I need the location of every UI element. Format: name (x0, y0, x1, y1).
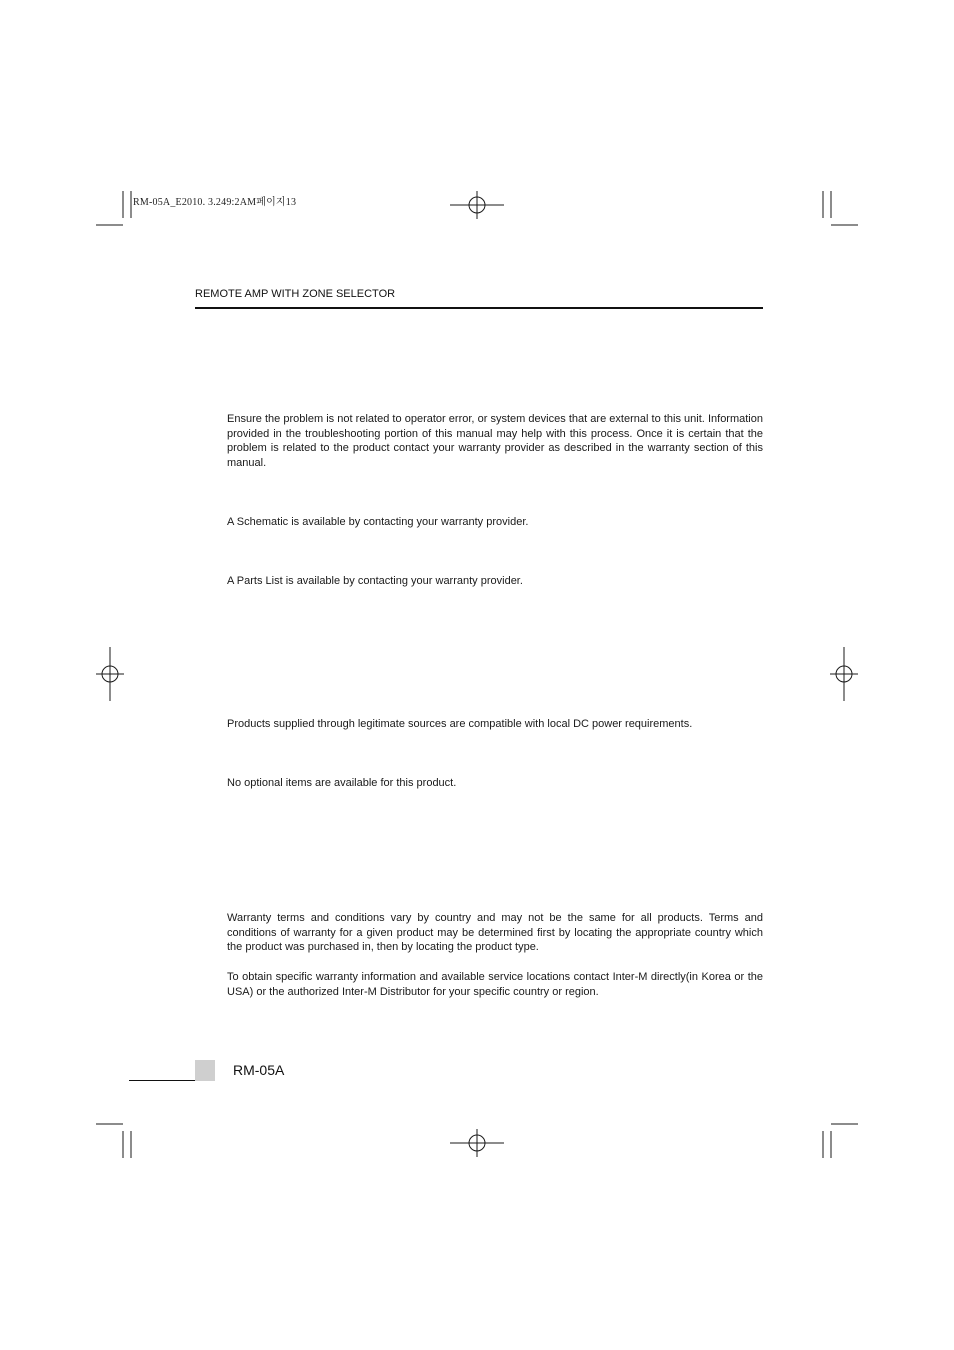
registration-mark (450, 1129, 504, 1157)
registration-mark (96, 647, 124, 701)
footer-model: RM-05A (233, 1062, 285, 1078)
paragraph-power: Products supplied through legitimate sources are compatible with local DC power requirements. (227, 718, 693, 730)
printer-slug: RM-05A_E2010. 3.249:2AM페이지13 (133, 197, 297, 208)
paragraph-warranty-contact: To obtain specific warranty information and available service locations contact Inter-M directly(in Korea or the USA) or the authorized Inter-M Distributor for your specific country or region. (227, 971, 763, 998)
registration-mark (830, 647, 858, 701)
running-head: REMOTE AMP WITH ZONE SELECTOR (195, 288, 396, 300)
paragraph-service: Ensure the problem is not related to operator error, or system devices that are external to this unit. Information provided in the troubleshooting portion of this manual may help with this process. Once it is certain that the problem is related to the product contact your warranty provider as described in the warranty section of this manual. (227, 413, 763, 470)
registration-mark (450, 191, 504, 219)
paragraph-parts-list: A Parts List is available by contacting your warranty provider. (227, 575, 523, 587)
paragraph-optional-items: No optional items are available for this product. (227, 777, 457, 789)
paragraph-schematic: A Schematic is available by contacting your warranty provider. (227, 516, 529, 528)
paragraph-warranty-terms: Warranty terms and conditions vary by country and may not be the same for all products. Terms and conditions of warranty for a given product may be determined first by locating the appropriate country which the product was purchased in, then by locating the product type. (227, 912, 763, 954)
